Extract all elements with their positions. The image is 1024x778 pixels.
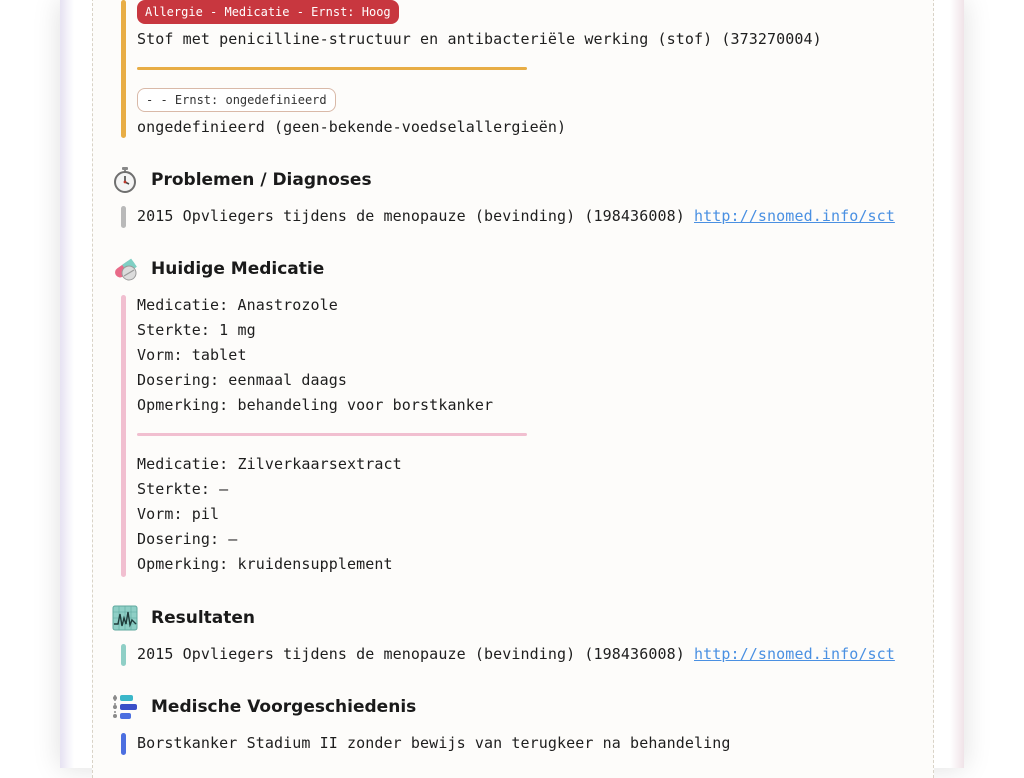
results-accent-bar (121, 644, 126, 666)
medication-name: Medicatie: Anastrozole (137, 296, 338, 314)
medication-form: Vorm: tablet (137, 346, 247, 364)
stopwatch-icon (111, 166, 139, 194)
medication-strength: Sterkte: 1 mg (137, 321, 256, 339)
allergy-item-text: ongedefinieerd (geen-bekende-voedselallergieën) (137, 118, 567, 136)
problems-accent-bar (121, 206, 126, 228)
history-item-text: Borstkanker Stadium II zonder bewijs van terugkeer na behandeling (137, 734, 731, 752)
medication-form: Vorm: pil (137, 505, 220, 523)
problem-item (137, 207, 895, 225)
allergy-accent-bar (121, 0, 126, 138)
history-accent-bar (121, 733, 126, 755)
medication-note: Opmerking: kruidensupplement (137, 555, 393, 573)
chart-monitor-icon (111, 604, 139, 632)
pill-icon (111, 255, 139, 283)
medication-strength: Sterkte: — (137, 480, 229, 498)
medication-dosage: Dosering: — (137, 530, 238, 548)
problem-item-text: 2015 Opvliegers tijdens de menopauze (bevinding) (198436008) (137, 207, 685, 225)
problems-heading: Problemen / Diagnoses (151, 170, 372, 190)
medication-dosage: Dosering: eenmaal daags (137, 371, 348, 389)
history-heading: Medische Voorgeschiedenis (151, 697, 417, 717)
timeline-icon (111, 693, 139, 721)
snomed-link[interactable]: http://snomed.info/sct (694, 645, 895, 663)
medication-heading: Huidige Medicatie (151, 259, 325, 279)
snomed-link[interactable]: http://snomed.info/sct (694, 207, 895, 225)
result-item-text: 2015 Opvliegers tijdens de menopauze (bevinding) (198436008) (137, 645, 685, 663)
medication-note: Opmerking: behandeling voor borstkanker (137, 396, 494, 414)
allergy-item-text: Stof met penicilline-structuur en antibacteriële werking (stof) (373270004) (137, 30, 822, 48)
severity-badge-high: Allergie - Medicatie - Ernst: Hoog (137, 0, 399, 24)
result-item (137, 645, 895, 663)
medication-separator (137, 433, 527, 436)
allergy-separator (137, 67, 527, 70)
medication-accent-bar (121, 295, 126, 577)
severity-badge-undefined: - - Ernst: ongedefinieerd (137, 88, 336, 112)
results-heading: Resultaten (151, 608, 256, 628)
medication-name: Medicatie: Zilverkaarsextract (137, 455, 402, 473)
